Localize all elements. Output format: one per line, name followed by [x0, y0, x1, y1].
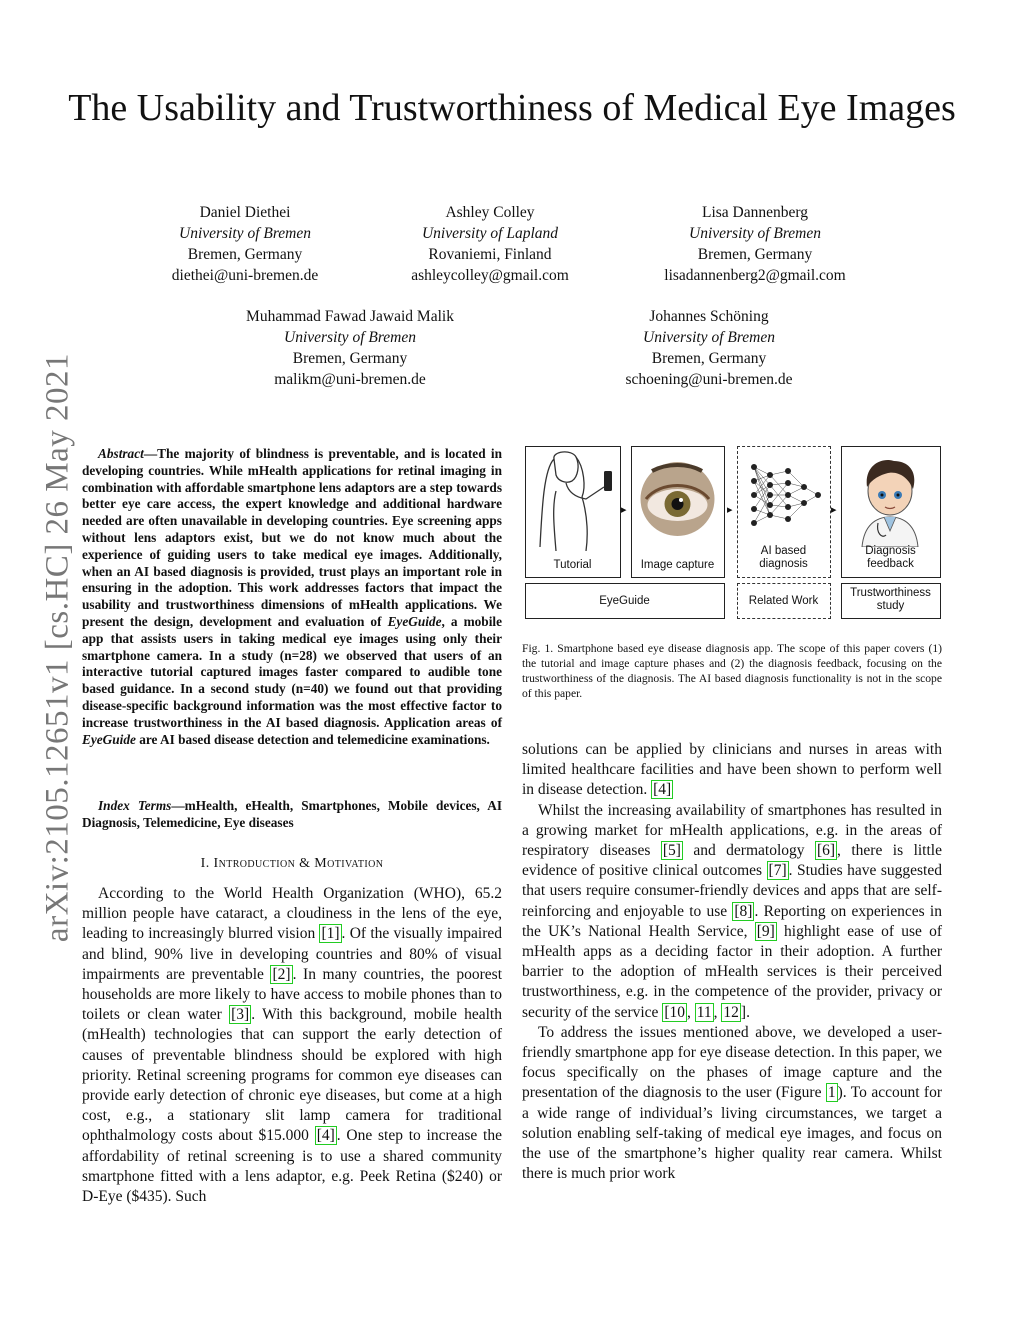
app-name: EyeGuide — [387, 613, 442, 629]
author-name: Lisa Dannenberg — [701, 204, 809, 221]
citation-link[interactable]: 11 — [696, 1003, 712, 1021]
citation-link[interactable]: [4] — [653, 781, 672, 799]
author-email: malikm@uni-bremen.de — [274, 371, 426, 388]
author-name: Daniel Diethei — [199, 204, 291, 221]
citation-link[interactable]: [3] — [231, 1006, 250, 1024]
author-block — [645, 202, 865, 286]
author-affiliation: University of Bremen — [643, 329, 775, 346]
body-column-right — [522, 740, 942, 1184]
image-capture-label: Image capture — [640, 559, 715, 571]
citation-link[interactable]: [7] — [768, 862, 787, 880]
person-selfie-icon — [526, 447, 619, 551]
author-location: Bremen, Germany — [187, 246, 303, 263]
author-block — [390, 202, 590, 286]
neural-network-icon — [738, 447, 829, 547]
author-location: Bremen, Germany — [697, 246, 813, 263]
author-email: ashleycolley@gmail.com — [411, 267, 569, 284]
abstract-text: , a mobile app that assists users in taking medical eye images using only their smartphone camera. In a study (n=28) we observed that users of an interactive tutorial captured images faster compared to audible tone based guidance. In a second study (n=40) we found out that providing disease-specific background information was the most effective factor to increase trustworthiness in the AI based diagnosis. Application areas of — [82, 613, 502, 730]
author-affiliation: University of Bremen — [284, 329, 416, 346]
citation-link[interactable]: [6] — [816, 842, 836, 860]
app-name: EyeGuide — [82, 731, 136, 747]
arrow-right-icon: ▸ — [621, 503, 627, 516]
author-name: Muhammad Fawad Jawaid Malik — [246, 308, 454, 325]
author-email: schoening@uni-bremen.de — [625, 371, 793, 388]
trustworthiness-study-box — [841, 583, 941, 619]
author-location: Bremen, Germany — [651, 350, 767, 367]
trustworthiness-study-label: Trustworthiness study — [850, 587, 931, 612]
abstract-lead: Abstract — [98, 446, 144, 461]
index-terms — [82, 798, 502, 832]
abstract-text: are AI based disease detection and telemedicine examinations. — [135, 731, 490, 747]
author-block — [140, 202, 350, 286]
citation-link[interactable]: [10 — [664, 1003, 685, 1021]
figure-caption: Fig. 1. Smartphone based eye disease diagnosis app. The scope of this paper covers (1) the tutorial and image capture phases and (2) the diagnosis feedback, focusing on the trustworthiness of the diagnosis. The AI based diagnosis functionality is not in the scope of this paper. — [522, 642, 942, 700]
body-column-left — [82, 884, 502, 1207]
diagnosis-feedback-label: Diagnosis feedback — [865, 545, 916, 570]
author-affiliation: University of Lapland — [421, 225, 559, 242]
author-location: Rovaniemi, Finland — [428, 246, 552, 263]
arrow-right-icon: ▸ — [831, 503, 837, 516]
paragraph: Whilst the increasing availability of smartphones has resulted in a growing market for mHealth applications, e.g. in the areas of respiratory diseases [5] and dermatology [6] , there is little evidence of positive clinical outcomes [7] . Studies have suggested that users require consumer-friendly devices and apps that are self-reinforcing and enjoyable to use [8] . Reporting on experiences in the UK’s National Health Service, [9] highlight ease of use of mHealth apps as a deciding factor in their adoption. A further barrier to the adoption of mHealth services is their perceived trustworthiness, e.g. in the competence of the provider, privacy or security of the service [10 , 11 , 12 ]. — [522, 801, 942, 1021]
abstract — [82, 446, 502, 748]
author-block — [210, 306, 490, 390]
citation-link[interactable]: [1] — [321, 925, 340, 943]
author-name: Ashley Colley — [445, 204, 535, 221]
citation-link[interactable]: [8] — [734, 902, 753, 920]
index-terms-lead: Index Terms — [98, 798, 172, 813]
author-affiliation: University of Bremen — [179, 225, 311, 242]
citation-link[interactable]: [2] — [272, 965, 291, 983]
index-terms-text: —mHealth, eHealth, Smartphones, Mobile devices, AI Diagnosis, Telemedicine, Eye diseases — [82, 798, 502, 830]
author-affiliation: University of Bremen — [689, 225, 821, 242]
paragraph: According to the World Health Organization (WHO), 65.2 million people have cataract, a cloudiness in the lens of the eye, leading to increasingly blurred vision [1] . Of the visually impaired and blind, 90% live in developing countries and 80% of visual impairments are preventable [2] . In many countries, the poorest households are more likely to have access to mobile phones than to toilets or clean water [3] . With this background, mobile health (mHealth) technologies that can support the early detection of causes of preventable blindness should be explored with high priority. Retinal screening programs for common eye diseases can provide early detection of chronic eye diseases, but come at a high cost, e.g., a stationary slit lamp camera for traditional ophthalmology costs about $15.000 [4] . One step to increase the affordability of retinal screening is to use a shared community smartphone fitted with a lens adaptor, e.g. Peek Retina ($240) or D-Eye ($435). Such — [82, 885, 503, 1206]
tutorial-label: Tutorial — [553, 559, 592, 571]
related-work-box — [737, 583, 831, 619]
citation-link[interactable]: 12 — [723, 1003, 739, 1021]
arrow-right-icon: ▸ — [727, 503, 733, 516]
author-email: lisadannenberg2@gmail.com — [664, 267, 846, 284]
ai-diagnosis-panel — [737, 446, 831, 578]
diagnosis-feedback-panel — [841, 446, 941, 578]
tutorial-panel — [525, 446, 621, 578]
eye-icon — [632, 447, 723, 551]
related-work-label: Related Work — [748, 595, 819, 607]
paper-title: The Usability and Trustworthiness of Medical Eye Images — [68, 87, 956, 129]
doctor-avatar-icon — [842, 447, 939, 547]
ai-diagnosis-label: AI based diagnosis — [759, 545, 808, 570]
author-name: Johannes Schöning — [649, 308, 769, 325]
section-heading: I. Introduction & Motivation — [200, 856, 384, 871]
author-location: Bremen, Germany — [292, 350, 408, 367]
citation-link[interactable]: [5] — [662, 842, 681, 860]
author-block — [600, 306, 818, 390]
citation-link[interactable]: [9] — [756, 922, 775, 940]
arxiv-identifier: arXiv:2105.12651v1 [cs.HC] 26 May 2021 — [39, 352, 76, 943]
author-email: diethei@uni-bremen.de — [171, 267, 319, 284]
figure-link[interactable]: 1 — [827, 1084, 836, 1102]
image-capture-panel — [631, 446, 725, 578]
eyeguide-label: EyeGuide — [599, 595, 650, 607]
citation-link[interactable]: [4] — [316, 1127, 335, 1145]
paragraph: To address the issues mentioned above, we developed a user-friendly smartphone app for eye disease detection. In this paper, we focus specifically on the phases of image capture and the presentation of the diagnosis to the user (Figure 1 ). To account for a wide range of individual’s living circumstances, we target a solution enabling self-taking of medical eye images, and focus on the use of the smartphone’s higher quality rear camera. Whilst there is much prior work — [522, 1023, 942, 1183]
abstract-text: —The majority of blindness is preventable, and is located in developing countries. While mHealth applications for retinal imaging in combination with affordable smartphone lens adaptors are a step towards better eye care access, the expert knowledge and additional hardware needed are often unavailable in developing countries. Eye screening apps without lens adaptors exist, but we do not know much about the experience of guiding users to take medical eye images. Additionally, when an AI based diagnosis is provided, trust plays an important role in ensuring in the adoption. This work addresses factors that impact the usability and trustworthiness dimensions of mHealth applications. We present the design, development and evaluation of — [82, 446, 502, 629]
eyeguide-scope-box — [525, 583, 725, 619]
paragraph: solutions can be applied by clinicians and nurses in areas with limited healthcare facilities and have been shown to perform well in disease detection. [4] — [522, 741, 942, 799]
